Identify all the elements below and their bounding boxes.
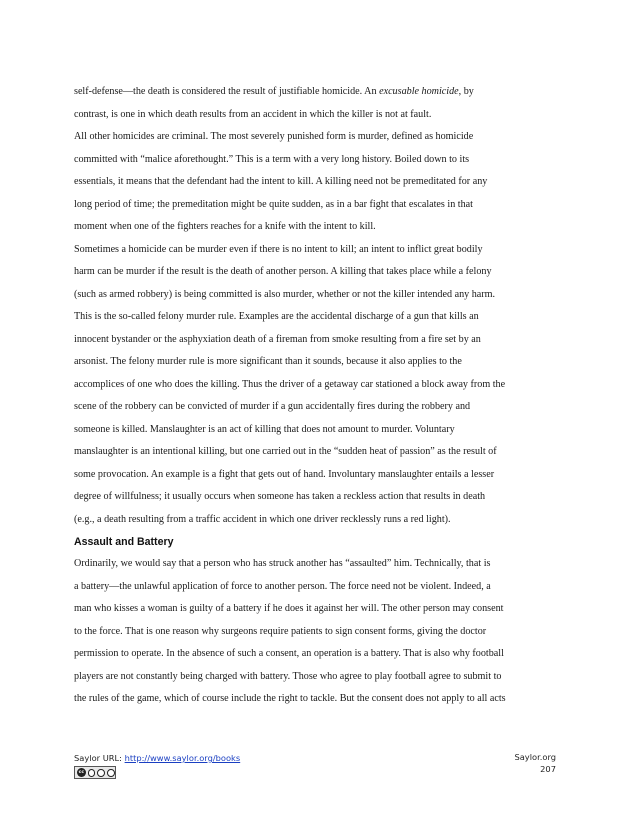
section-heading: Assault and Battery (74, 536, 174, 548)
text-line: arsonist. The felony murder rule is more significant than it sounds, because it also applies to the (74, 356, 462, 367)
creative-commons-license-icon (74, 766, 116, 779)
noncommercial-icon (97, 769, 105, 777)
saylor-books-link[interactable]: http://www.saylor.org/books (124, 753, 241, 763)
text-line: manslaughter is an intentional killing, but one carried out in the “sudden heat of passion” as the result of (74, 446, 497, 457)
body-text (74, 81, 556, 711)
text-line: moment when one of the fighters reaches for a knife with the intent to kill. (74, 221, 376, 232)
text-line: accomplices of one who does the killing. Thus the driver of a getaway car stationed a block away from the (74, 378, 506, 390)
text-line: (such as armed robbery) is being committed is also murder, whether or not the killer intended any harm. (74, 288, 496, 300)
text-line: essentials, it means that the defendant had the intent to kill. A killing need not be premeditated for any (74, 176, 488, 187)
text-line: to the force. That is one reason why surgeons require patients to sign consent forms, giving the doctor (74, 625, 487, 637)
text-line: self-defense—the death is considered the result of justifiable homicide. An excusable homicide, by (74, 86, 474, 97)
text-line: contrast, is one in which death results from an accident in which the killer is not at fault. (74, 108, 432, 120)
share-alike-icon (107, 769, 115, 777)
footer-source (74, 752, 240, 764)
text-line: scene of the robbery can be convicted of murder if a gun accidentally fires during the robbery and (74, 401, 471, 412)
text-line: someone is killed. Manslaughter is an act of killing that does not amount to murder. Voluntary (74, 423, 455, 435)
term-excusable-homicide: excusable homicide (379, 86, 459, 97)
text-line: innocent bystander or the asphyxiation death of a fireman from smoke resulting from a fire set by an (74, 333, 481, 345)
text-line: Sometimes a homicide can be murder even if there is no intent to kill; an intent to inflict great bodily (74, 243, 483, 255)
cc-icon: cc (78, 770, 84, 775)
text-line: permission to operate. In the absence of such a consent, an operation is a battery. That is also why football (74, 648, 504, 659)
text-line: a battery—the unlawful application of force to another person. The force need not be violent. Indeed, a (74, 580, 491, 592)
text-line: committed with “malice aforethought.” This is a term with a very long history. Boiled down to its (74, 153, 470, 165)
text-line: long period of time; the premeditation might be quite sudden, as in a bar fight that escalates in that (74, 198, 473, 210)
text-line: Ordinarily, we would say that a person who has struck another has “assaulted” him. Technically, that is (74, 558, 491, 569)
text-line: (e.g., a death resulting from a traffic accident in which one driver recklessly runs a red light). (74, 513, 451, 525)
footer-page-info (514, 752, 556, 775)
text-line: All other homicides are criminal. The most severely punished form is murder, defined as homicide (74, 131, 474, 142)
page-number: 207 (540, 763, 556, 774)
text-line: players are not constantly being charged with battery. Those who agree to play football agree to submit to (74, 670, 502, 682)
text-line: man who kisses a woman is guilty of a battery if he does it against her will. The other person may consent (74, 603, 504, 614)
text-line: the rules of the game, which of course include the right to tackle. But the consent does not apply to all acts (74, 693, 506, 704)
text-line: harm can be murder if the result is the death of another person. A killing that takes place while a felony (74, 266, 492, 277)
text-line: some provocation. An example is a fight that gets out of hand. Involuntary manslaughter entails a lesser (74, 468, 495, 480)
text-line: degree of willfulness; it usually occurs when someone has taken a reckless action that results in death (74, 491, 486, 502)
text-line: This is the so-called felony murder rule. Examples are the accidental discharge of a gun that kills an (74, 311, 479, 322)
attribution-icon (88, 769, 96, 777)
footer-site: Saylor.org (514, 752, 556, 762)
footer-url-label: Saylor URL: (74, 753, 125, 763)
